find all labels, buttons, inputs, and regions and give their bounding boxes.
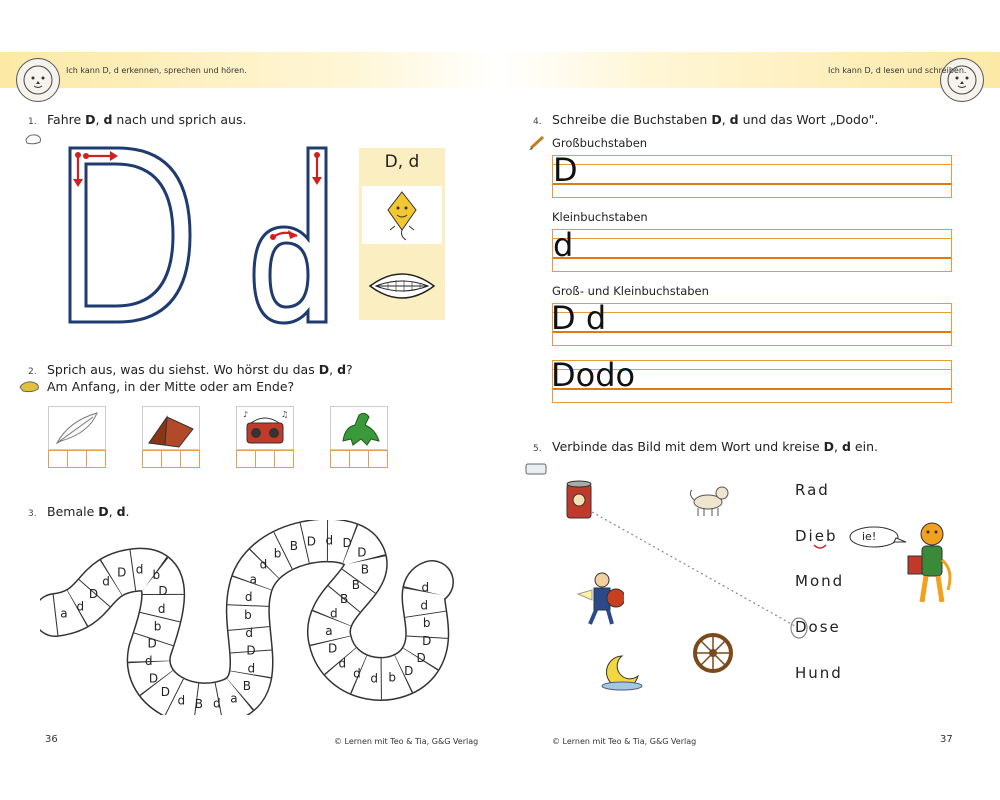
snake-letter[interactable]: D <box>160 684 171 699</box>
task2-number: 2. <box>28 367 37 377</box>
snake-letter[interactable]: d <box>247 661 256 676</box>
snake-letter[interactable]: B <box>242 679 251 694</box>
svg-text:♫: ♫ <box>281 410 289 419</box>
speak-icon <box>18 380 42 394</box>
picture-tent <box>142 406 198 468</box>
moon-icon[interactable] <box>598 652 646 692</box>
snake-letter[interactable]: B <box>289 538 299 553</box>
left-page-number: 36 <box>45 734 58 745</box>
sample-upper: D <box>553 151 578 189</box>
snake-letter[interactable]: d <box>102 574 110 589</box>
lion-mascot-icon <box>16 58 60 102</box>
snake-letter[interactable]: d <box>135 562 144 577</box>
snake-letter[interactable]: d <box>245 625 254 640</box>
task3-instruction: Bemale D, d. <box>47 504 130 519</box>
letter-card-title: D, d <box>384 152 420 172</box>
snake-letter[interactable]: B <box>360 562 370 577</box>
task4-number: 4. <box>533 117 542 127</box>
mouth-picture <box>362 258 442 316</box>
right-footer: © Lernen mit Teo & Tia, G&G Verlag <box>552 737 697 746</box>
snake-letter[interactable]: b <box>152 567 161 582</box>
snake-letter[interactable]: b <box>244 607 252 622</box>
label-upper: Großbuchstaben <box>552 136 648 150</box>
snake-letter[interactable]: d <box>259 557 268 572</box>
snake-letter[interactable]: D <box>158 584 168 599</box>
dinosaur-icon <box>331 407 387 449</box>
snake-letter[interactable]: a <box>249 572 258 587</box>
word-mond[interactable]: Mond <box>795 572 845 590</box>
snake-letter[interactable]: B <box>194 697 203 712</box>
left-header-text: Ich kann D, d erkennen, sprechen und hören. <box>66 66 247 75</box>
writing-lines-lower[interactable] <box>552 226 952 272</box>
snake-letter[interactable]: d <box>353 666 361 681</box>
eraser-icon <box>524 462 548 476</box>
picture-dinosaur <box>330 406 386 468</box>
snake-letter[interactable]: d <box>330 606 338 621</box>
pencil-icon <box>528 134 548 150</box>
writing-lines-both[interactable] <box>551 299 952 346</box>
snake-letter[interactable]: d <box>144 654 153 669</box>
snake-letter[interactable]: d <box>338 656 347 671</box>
snake-letter[interactable]: b <box>388 670 396 685</box>
writing-lines-upper[interactable] <box>552 151 952 198</box>
lion-mascot-right-icon <box>940 58 984 102</box>
task2-instruction-line2: Am Anfang, in der Mitte oder am Ende? <box>47 379 295 394</box>
snake-letter[interactable]: D <box>342 535 352 550</box>
right-page-number: 37 <box>940 734 953 745</box>
mouth-icon <box>362 258 442 316</box>
wheel-icon[interactable] <box>692 632 734 674</box>
svg-text:♪: ♪ <box>243 410 249 419</box>
tent-icon <box>143 407 199 449</box>
task2-instruction-line1: Sprich aus, was du siehst. Wo hörst du das D, d? <box>47 362 353 377</box>
picture-feather <box>48 406 104 468</box>
label-lower: Kleinbuchstaben <box>552 210 648 224</box>
word-rad[interactable]: Rad <box>795 481 830 499</box>
speech-bubble-text: ie! <box>862 530 877 543</box>
sample-lower: d <box>553 226 574 264</box>
trace-letter-upper-d[interactable] <box>60 145 195 325</box>
label-both: Groß- und Kleinbuchstaben <box>552 284 709 298</box>
snake-letter[interactable]: B <box>351 578 360 593</box>
word-dose[interactable]: Dose <box>795 618 841 636</box>
d-circle-mark <box>789 616 809 640</box>
left-footer: © Lernen mit Teo & Tia, G&G Verlag <box>334 737 479 746</box>
snake-letter[interactable]: d <box>244 589 253 604</box>
snake-letter[interactable]: a <box>230 691 238 706</box>
snake-letter[interactable]: d <box>177 693 186 708</box>
trace-finger-icon <box>24 132 44 146</box>
task4-instruction: Schreibe die Buchstaben D, d und das Wort „Dodo". <box>552 112 879 127</box>
task3-number: 3. <box>28 509 37 519</box>
task1-number: 1. <box>28 117 37 127</box>
snake-letter[interactable]: D <box>88 587 99 602</box>
snake-letter[interactable]: d <box>420 598 428 613</box>
snake-letter[interactable]: D <box>416 651 426 666</box>
ie-underline <box>813 543 827 551</box>
letter-card <box>359 148 445 320</box>
kite-picture <box>362 186 442 244</box>
snake-letter[interactable]: a <box>60 606 68 621</box>
snake-letter[interactable]: B <box>340 591 349 606</box>
snake-letter[interactable]: d <box>370 671 379 686</box>
snake-letter[interactable]: d <box>76 599 85 614</box>
word-dieb[interactable]: Dieb <box>795 527 838 545</box>
radio-icon <box>237 407 293 449</box>
kite-icon <box>362 186 442 244</box>
snake-letter[interactable]: D <box>117 565 127 580</box>
trace-letter-lower-d[interactable] <box>240 145 340 325</box>
task1-instruction: Fahre D, d nach und sprich aus. <box>47 112 247 127</box>
snake-letter[interactable]: D <box>422 634 432 649</box>
snake-letter[interactable]: d <box>421 580 430 595</box>
snake-letter[interactable]: D <box>327 641 338 656</box>
snake-letter[interactable]: D <box>306 534 316 549</box>
connecting-line <box>590 510 800 630</box>
task5-instruction: Verbinde das Bild mit dem Wort und kreise D, d ein. <box>552 439 878 454</box>
snake-letter[interactable]: d <box>325 533 334 548</box>
snake-letter[interactable]: D <box>147 636 157 651</box>
snake-letter[interactable]: D <box>148 671 159 686</box>
snake-letter[interactable]: D <box>357 545 367 560</box>
sample-word: Dodo <box>551 356 636 394</box>
snake-letter[interactable]: D <box>246 643 256 658</box>
feather-icon <box>49 407 105 449</box>
picture-radio <box>236 406 292 468</box>
snake-letter[interactable]: b <box>273 546 282 561</box>
snake-letter[interactable]: a <box>325 623 333 638</box>
task5-number: 5. <box>533 444 542 454</box>
letter-snake[interactable] <box>40 520 460 715</box>
right-header-text: Ich kann D, d lesen und schreiben. <box>828 66 967 75</box>
snake-letter[interactable]: d <box>212 696 221 711</box>
speech-bubble <box>848 526 908 550</box>
word-hund[interactable]: Hund <box>795 664 843 682</box>
snake-letter[interactable]: D <box>404 664 414 679</box>
snake-letter[interactable]: b <box>422 616 431 631</box>
tiger-icon <box>902 520 956 610</box>
snake-letter[interactable]: b <box>153 619 162 634</box>
snake-letter[interactable]: d <box>157 601 166 616</box>
sample-both: D d <box>551 299 607 337</box>
